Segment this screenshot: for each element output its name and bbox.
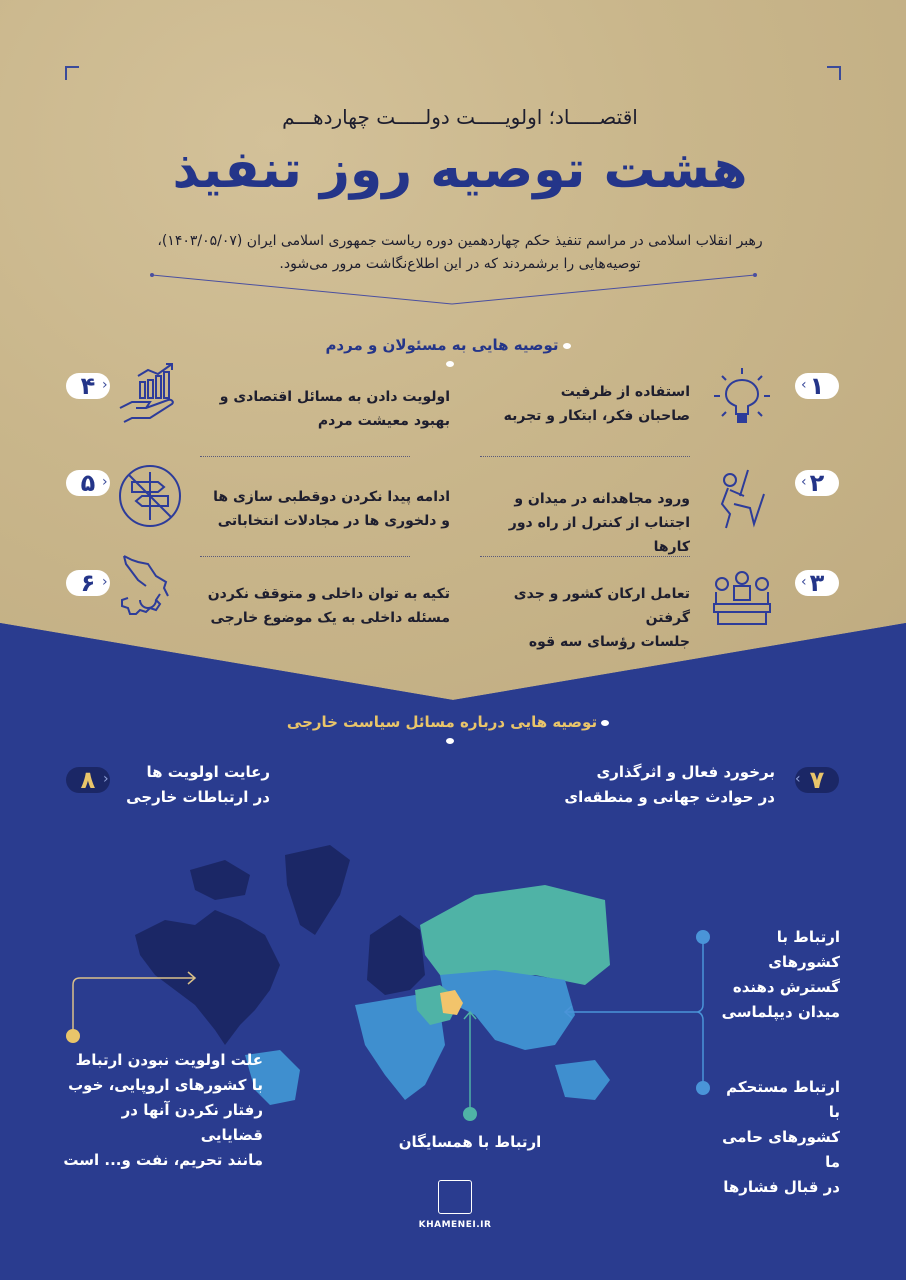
recommendation-text: تعامل ارکان کشور و جدی گرفتن جلسات رؤسای سه قوه — [513, 586, 690, 650]
number-badge: ۴ — [66, 373, 110, 399]
chevron-left-icon: ‹ — [801, 574, 807, 590]
number-badge: ۷ — [795, 767, 839, 793]
subtitle: اقتصـــــاد؛ اولویـــــت دولـــــت چهاردهـــم — [282, 105, 638, 129]
intro-line-1: رهبر انقلاب اسلامی در مراسم تنفیذ حکم چهاردهمین دوره ریاست جمهوری اسلامی ایران (۱۴۰۳/۰۵/۰۷)، — [157, 233, 763, 249]
recommendation-text: اولویت دادن به مسائل اقتصادی و بهبود معیشت مردم — [219, 389, 450, 429]
callout-expand-diplomacy: ارتباط با کشورهای گسترش دهنده میدان دیپلماسی — [721, 928, 840, 1021]
number-badge: ۶ — [66, 570, 110, 596]
number-badge: ۳ — [795, 570, 839, 596]
number-badge: ۱ — [795, 373, 839, 399]
callout-neighbors: ارتباط با همسایگان — [398, 1133, 542, 1151]
intro-line-2: توصیه‌هایی را برشمردند که در این اطلاع‌نگاشت مرور می‌شود. — [279, 256, 641, 272]
section-heading-domestic: توصیه هایی به مسئولان و مردم — [320, 336, 580, 372]
recommendation-text: تکیه به توان داخلی و متوقف نکردن مسئله داخلی به یک موضوع خارجی — [207, 586, 450, 626]
chevron-right-icon: › — [103, 771, 109, 787]
recommendation-text: ورود مجاهدانه در میدان و اجتناب از کنترل از راه دور کارها — [508, 491, 690, 555]
callout-supporters: ارتباط مستحکم با کشورهای حامی ما در قبال فشارها — [722, 1078, 840, 1196]
page-title: هشت توصیه روز تنفیذ — [172, 140, 748, 200]
chevron-left-icon: ‹ — [801, 474, 807, 490]
recommendation-text: استفاده از ظرفیت صاحبان فکر، ابتکار و تجربه — [503, 384, 690, 424]
chevron-left-icon: ‹ — [795, 771, 801, 787]
chevron-right-icon: › — [102, 474, 108, 490]
section-heading-foreign: توصیه هایی درباره مسائل سیاست خارجی — [280, 713, 620, 749]
number-badge: ۲ — [795, 470, 839, 496]
calligraphy-logo-icon — [438, 1180, 472, 1214]
footer-logo — [410, 1180, 500, 1230]
khamenei-logo-text: KHAMENEI.IR — [418, 1220, 492, 1230]
recommendation-text: ادامه پیدا نکردن دوقطبی سازی ها و دلخوری ها در مجادلات انتخاباتی — [213, 489, 450, 529]
number-badge: ۵ — [66, 470, 110, 496]
chevron-right-icon: › — [102, 574, 108, 590]
number-badge: ۸ — [66, 767, 110, 793]
callout-europe: علت اولویت نبودن ارتباط با کشورهای اروپایی، خوب رفتار نکردن آنها در قضایایی مانند تحریم، نفت و... است — [63, 1051, 263, 1169]
recommendation-text: رعایت اولویت ها در ارتباطات خارجی — [126, 763, 270, 806]
chevron-left-icon: ‹ — [801, 377, 807, 393]
chevron-right-icon: › — [102, 377, 108, 393]
recommendation-text: برخورد فعال و اثرگذاری در حوادث جهانی و منطقه‌ای — [564, 763, 775, 806]
